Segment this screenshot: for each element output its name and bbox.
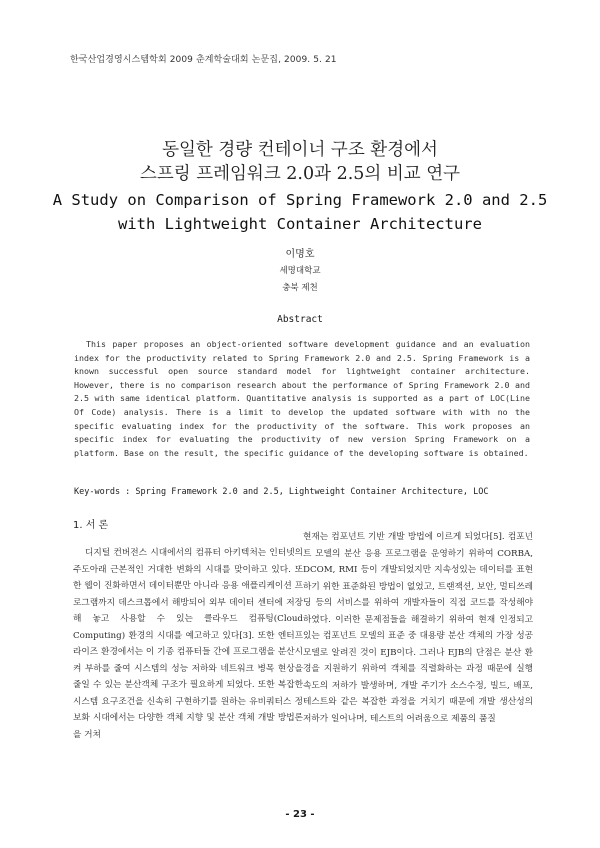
conference-header: 한국산업경영시스템학회 2009 춘계학술대회 논문집, 2009. 5. 21 bbox=[70, 55, 337, 65]
english-title-line-2: with Lightweight Container Architecture bbox=[118, 215, 482, 233]
intro-right-column: 현재는 컴포넌트 기반 개발 방법에 이르게 되었다[5]. 컴포넌트 모델의 분산 응용 프로그램을 운영하기 위하여 CORBA, DCOM, RMI 등이 개발되었지만 지속성있는 데이터를 표현하기 위한 표준화된 방법이 없었고, 트랜잭션, 보안, 멀티쓰레딩 등의 서비스를 위하여 개발자들이 직접 코드를 작성해야 하였다. 이러한 문제점들을 해결하기 위하여 현재 인정되고 있는 컴포넌트 모델의 표준 중 대용량 분산 객체의 가장 성공모델로 알려진 것이 EJB이다. 그러나 EJB의 단점은 분산 환경을 지원하기 위하여 객체를 직렬화하는 과정 때문에 실행 속도의 저하가 발생하며, 개발 주기가 소스수정, 빌드, 배포, 테스트와 같은 복잡한 과정을 거치기 때문에 개발 생산성의 저하가 일어나며, 테스트의 어려움으로 제품의 품질 bbox=[303, 532, 533, 724]
affiliation-location: 충북 제천 bbox=[282, 283, 318, 293]
affiliation-university: 세명대학교 bbox=[279, 266, 321, 276]
abstract-heading: Abstract bbox=[277, 314, 323, 325]
korean-title-line-2: 스프링 프레임워크 2.0과 2.5의 비교 연구 bbox=[139, 164, 461, 184]
author-name: 이명호 bbox=[285, 249, 315, 260]
abstract-text: This paper proposes an object-oriented software development guidance and an evaluation index for the productivity related to Spring Framework 2.0 and 2.5. Spring Framework is a known successful open source standard model for lightweight container architecture. However, there is no comparison research about the performance of Spring Framework 2.0 and 2.5 with same identical platform. Quantitative analysis is supported as a part of LOC(Line Of Code) analysis. There is a limit to develop the updated software with with no the specific evaluating index for the productivity of the software. This work proposes an specific index for evaluating the productivity of new version Spring Framework on a platform. Base on the result, the specific guidance of the developing software is obtained. bbox=[74, 339, 530, 458]
korean-title-line-1: 동일한 경량 컨테이너 구조 환경에서 bbox=[162, 140, 438, 160]
english-title-line-1: A Study on Comparison of Spring Framework 2.0 and 2.5 bbox=[52, 191, 548, 209]
page-number: - 23 - bbox=[285, 809, 315, 820]
intro-left-column: 디지털 컨버전스 시대에서의 컴퓨터 아키텍처는 인터넷의 주도아래 근본적인 거대한 변화의 시대를 맞이하고 있다. 또한 웹이 진화하면서 데이터뿐만 아니라 응용 애플리케이션 프로그램까지 데스크톱에서 해방되어 외부 데이터 센터에 저장해 놓고 사용할 수 있는 클라우드 컴퓨팅(Cloud Computing) 환경의 시대를 예고하고 있다[3]. 또한 엔터프라이즈 환경에서는 이 기종 컴퓨터들 간에 프로그램을 분산시켜 부하를 줄여 시스템의 성능 저하와 네트워크 병목 현상을 줄일 수 있는 분산객체 구조가 필요하게 되었다. 또한 복잡한 시스템 요구조건을 신속히 구현하기를 원하는 유비쿼터스 정보화 시대에서는 다양한 객체 지향 및 분산 객체 개발 방법론을 거쳐 bbox=[73, 548, 303, 740]
keywords: Key-words : Spring Framework 2.0 and 2.5, Lightweight Container Architecture, LOC bbox=[74, 487, 489, 497]
section-heading-introduction: 1. 서 론 bbox=[73, 520, 109, 531]
